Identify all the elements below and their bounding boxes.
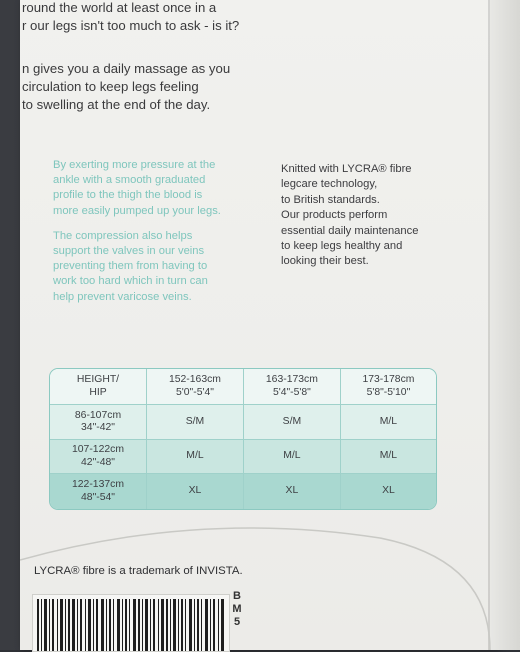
size-chart-header-row [50, 369, 436, 405]
hip-in: 48"-54" [81, 491, 115, 503]
height-column-header [341, 369, 436, 405]
height-cm: 163-173cm [265, 374, 318, 385]
lycra-line: essential daily maintenance [281, 224, 419, 237]
lycra-line: legcare technology, [281, 178, 378, 191]
size-cell: XL [341, 474, 436, 509]
teal-line: preventing them from having to [53, 260, 208, 273]
batch-code [232, 590, 242, 629]
trademark-note: LYCRA® fibre is a trademark of INVISTA. [34, 565, 243, 577]
size-chart-table [49, 368, 437, 510]
batch-char: 5 [233, 616, 241, 628]
height-column-header [147, 369, 244, 405]
size-chart-row [50, 440, 436, 474]
size-chart-row [50, 405, 436, 440]
hip-in: 34"-42" [81, 422, 115, 433]
size-cell: S/M [147, 405, 244, 440]
size-cell: XL [147, 474, 244, 509]
teal-line: work too hard which in turn can [53, 275, 208, 288]
corner-label: HEIGHT/ [76, 374, 120, 385]
size-cell: M/L [341, 440, 436, 474]
height-ft: 5'8"-5'10" [366, 386, 411, 398]
size-cell: M/L [244, 440, 341, 474]
hip-cm: 107-122cm [72, 444, 124, 455]
massage-line: n gives you a daily massage as you [22, 61, 231, 76]
massage-line: to swelling at the end of the day. [22, 97, 211, 113]
height-column-header [244, 369, 341, 405]
hip-cm: 122-137cm [72, 479, 124, 490]
intro-line: r our legs isn't too much to ask - is it? [22, 18, 240, 34]
size-cell: M/L [147, 440, 244, 474]
hip-row-header [50, 405, 147, 440]
hip-in: 42"-48" [81, 456, 115, 468]
size-chart-row [50, 474, 436, 509]
size-cell: XL [244, 474, 341, 509]
lycra-description [281, 162, 418, 270]
massage-text [22, 60, 230, 115]
teal-line: The compression also helps [53, 229, 193, 242]
size-cell: M/L [341, 405, 436, 440]
size-cell: S/M [244, 405, 341, 440]
teal-line: ankle with a smooth graduated [53, 174, 206, 187]
height-cm: 173-178cm [362, 374, 415, 385]
lycra-line: to keep legs healthy and [281, 240, 403, 253]
intro-text [22, 0, 322, 35]
teal-line: more easily pumped up your legs. [53, 204, 221, 217]
massage-line: circulation to keep legs feeling [22, 79, 199, 95]
size-chart-corner [50, 369, 147, 405]
batch-char: M [232, 603, 242, 615]
paragraph-gap [53, 219, 263, 229]
teal-line: By exerting more pressure at the [53, 159, 216, 171]
teal-line: support the valves in our veins [53, 245, 205, 258]
height-ft: 5'4"-5'8" [272, 386, 311, 398]
hip-cm: 86-107cm [74, 409, 122, 421]
hip-row-header [50, 440, 147, 474]
lycra-line: Knitted with LYCRA® fibre [281, 163, 412, 175]
batch-char: B [233, 590, 241, 602]
teal-line: help prevent varicose veins. [53, 290, 192, 303]
lycra-line: to British standards. [281, 193, 380, 206]
lycra-line: looking their best. [281, 255, 369, 268]
height-ft: 5'0"-5'4" [176, 386, 214, 398]
lycra-line: Our products perform [281, 209, 388, 222]
barcode [32, 594, 230, 652]
teal-line: profile to the thigh the blood is [53, 189, 203, 202]
compression-description [53, 158, 263, 305]
hip-row-header [50, 474, 147, 509]
height-cm: 152-163cm [168, 374, 221, 385]
barcode-bars [33, 595, 229, 651]
corner-label: HIP [89, 386, 107, 398]
intro-line: round the world at least once in a [22, 0, 217, 15]
